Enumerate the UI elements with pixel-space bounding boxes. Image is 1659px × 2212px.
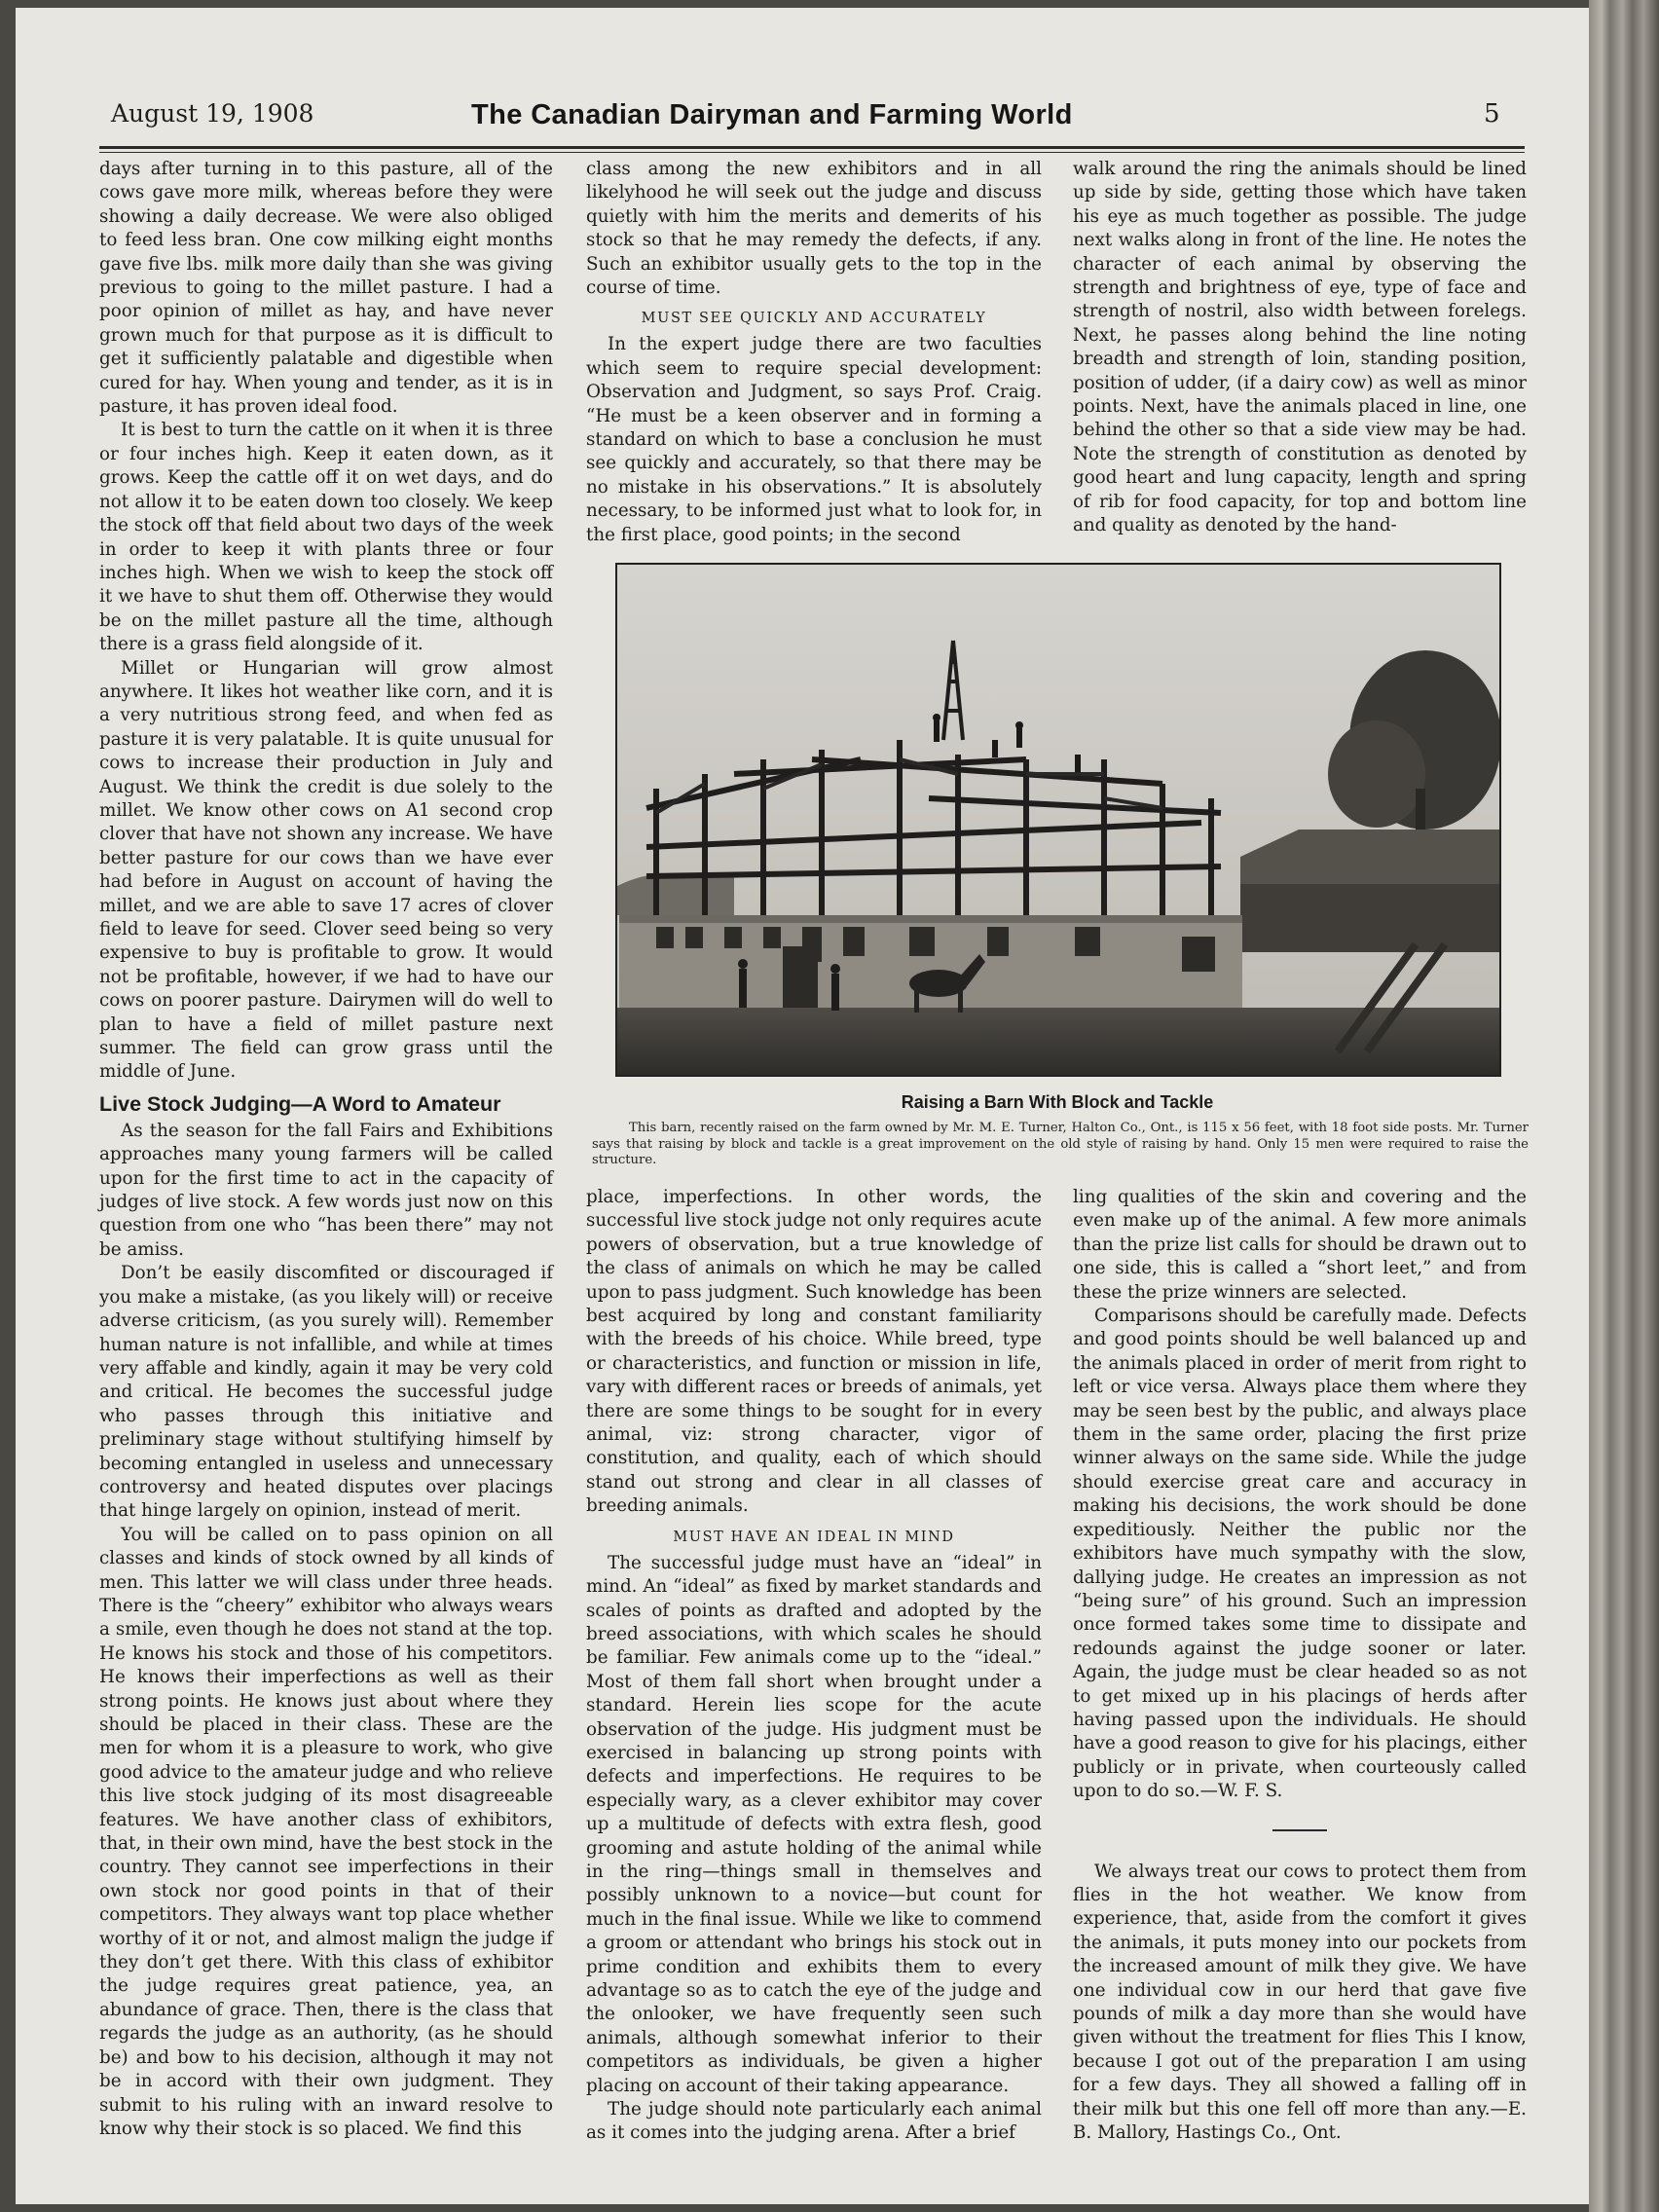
subheading: MUST SEE QUICKLY AND ACCURATELY: [641, 311, 987, 327]
millet-paragraph: days after turning in to this pasture, all of the cows gave more milk, whereas before they were showing a daily decrease. We were also obliged to feed less bran. One cow milking eight months gave five lbs. milk more daily than she was giving previous to going to the millet pasture. I had a poor opinion of millet as hay, and have never grown much for that purpose as it is difficult to get it sufficiently palatable and digestible when cured for hay. When young and tender, as it is in pasture, it has proven ideal food.: [99, 159, 553, 418]
column-1: [99, 158, 553, 2141]
judging-paragraph: As the season for the fall Fairs and Exhibitions approaches many young farmers will be called upon for the first time to act in the capacity of judges of live stock. A few words just now on this question from one who “has been there” may not be amiss.: [99, 1120, 553, 1260]
photo-title: Raising a Barn With Block and Tackle: [901, 1092, 1214, 1112]
photo-caption: This barn, recently raised on the farm owned by Mr. M. E. Turner, Halton Co., Ont., is 115 x 56 feet, with 18 foot side posts. Mr. Turner says that raising by block and tackle is a great improvement on the old style of raising by hand. Only 15 men were required to raise the structure.: [592, 1121, 1529, 1168]
page-number: 5: [1484, 99, 1500, 129]
page-date: August 19, 1908: [111, 99, 314, 128]
column-3-bottom: [1073, 1186, 1527, 2145]
judging-paragraph: walk around the ring the animals should be lined up side by side, getting those which have taken his eye as much together as possible. The judge next walks along in front of the line. He notes the character of each animal by observing the strength and brightness of eye, type of face and strength of nostril, also width between forelegs. Next, he passes along behind the line noting breadth and strength of loin, standing position, position of udder, (if a dairy cow) as well as minor points. Next, have the animals placed in line, one behind the other so that a side view may be had. Note the strength of constitution as denoted by good heart and lung capacity, length and spring of rib for food capacity, for top and bottom line and quality as denoted by the hand-: [1073, 159, 1527, 536]
barn-photo: [615, 563, 1501, 1077]
judging-paragraph: class among the new exhibitors and in all likelyhood he will seek out the judge and discuss quietly with him the merits and demerits of his stock so that he may remedy the defects, if any. Such an exhibitor usually gets to the top in the course of time.: [586, 159, 1042, 299]
judging-paragraph: The judge should note particularly each animal as it comes into the judging arena. After a brief: [586, 2099, 1042, 2144]
subheading: MUST HAVE AN IDEAL IN MIND: [673, 1529, 955, 1545]
newspaper-page: [16, 8, 1589, 2204]
header-rule-thin: [99, 152, 1525, 153]
page-edge: [1589, 0, 1659, 2212]
publication-title: The Canadian Dairyman and Farming World: [471, 99, 1073, 130]
column-3-top: [1073, 158, 1527, 538]
fly-treatment-paragraph: We always treat our cows to protect them from flies in the hot weather. We know from experience, that, aside from the comfort it gives the animals, it puts money into our pockets from the increased amount of milk they give. We have one individual cow in our herd that gave five pounds of milk a day more than she would have given without the treatment for flies This I know, because I got out of the preparation I am using for a few days. They all showed a falling off in their milk but this one fell off more than any.—E. B. Mallory, Hastings Co., Ont.: [1073, 1861, 1527, 2144]
millet-paragraph: Millet or Hungarian will grow almost anywhere. It likes hot weather like corn, and it is a very nutritious strong feed, and when fed as pasture it is very palatable. It is quite unusual for cows to increase their production in July and August. We think the credit is due solely to the millet. We know other cows on A1 second crop clover that have not shown any increase. We have better pasture for our cows than we have ever had before in August on account of having the millet, and we are able to save 17 acres of clover field to leave for seed. Clover seed being so very expensive to buy is profitable to grow. It would not be profitable, however, if we had to have our cows on poorer pasture. Dairymen will do well to plan to have a field of millet pasture next summer. The field can grow grass until the middle of June.: [99, 657, 553, 1083]
barn-raising-image: [617, 565, 1499, 1075]
judging-paragraph: You will be called on to pass opinion on all classes and kinds of stock owned by all kinds of men. This latter we will class under three heads. There is the “cheery” exhibitor who always wears a smile, even though he does not stand at the top. He knows his stock and those of his competitors. He knows their imperfections as well as their strong points. He knows just about where they should be placed in their class. These are the men for whom it is a pleasure to work, who give good advice to the amateur judge and who relieve this live stock judging of its most disagreeable features. We have another class of exhibitors, that, in their own mind, have the best stock in the country. They cannot see imperfections in their own stock nor good points in that of their competitors. They always want top place whether worthy of it or not, and almost malign the judge if they don’t get there. With this class of exhibitor the judge requires great patience, yea, an abundance of grace. Then, there is the class that regards the judge as an authority, (as he should be) and bow to his decision, although it may not be in accord with their own judgment. They submit to his ruling with an inward resolve to know why their stock is so placed. We find this: [99, 1524, 553, 2139]
judging-paragraph: place, imperfections. In other words, the successful live stock judge not only requires acute powers of observation, but a true knowledge of the class of animals on which he may be called upon to pass judgment. Such knowledge has been best acquired by long and constant familiarity with the breeds of his choice. While breed, type or characteristics, and function or mission in life, vary with different races or breeds of animals, yet there are some things to be sought for in every animal, viz: strong character, vigor of constitution, and quality, each of which should stand out strong and clear in all classes of breeding animals.: [586, 1187, 1042, 1517]
millet-paragraph: It is best to turn the cattle on it when it is three or four inches high. Keep it eaten down, as it grows. Keep the cattle off it on wet days, and do not allow it to be eaten down too closely. We keep the stock off that field about two days of the week in order to keep it with plants three or four inches high. When we wish to keep the stock off it we have to shut them off. Otherwise they would be on the millet pasture all the time, although there is a grass field alongside of it.: [99, 420, 553, 655]
judging-paragraph: Don’t be easily discomfited or discouraged if you make a mistake, (as you likely will) or receive adverse criticism, (as you surely will). Remember human nature is not infallible, and while at times very affable and kindly, again it may be very cold and critical. He becomes the successful judge who passes through this initiative and preliminary stage without stultifying himself by becoming entangled in useless and unnecessary controversy and heated disputes over placings that hinge largely on opinion, instead of merit.: [99, 1263, 553, 1522]
column-2-top: [586, 158, 1042, 547]
article-headline: Live Stock Judging—A Word to Amateur: [99, 1091, 501, 1116]
column-2-bottom: [586, 1186, 1042, 2146]
header-rule: [99, 146, 1525, 149]
judging-paragraph: ling qualities of the skin and covering and the even make up of the animal. A few more animals than the prize list calls for should be drawn out to one side, this is called a “short leet,” and from these the prize winners are selected.: [1073, 1187, 1527, 1303]
judging-paragraph: In the expert judge there are two faculties which seem to require special development: Observation and Judgment, so says Prof. Craig. “He must be a keen observer and in forming a standard on which to base a conclusion he must see quickly and accurately, so that there may be no mistake in his observations.” It is absolutely necessary, to be informed just what to look for, in the first place, good points; in the second: [586, 334, 1042, 545]
judging-paragraph: Comparisons should be carefully made. Defects and good points should be well balanced up and the animals placed in order of merit from right to left or vice versa. Always place them where they may be seen best by the public, and always place them in the same order, placing the first prize winner always on the same side. While the judge should exercise great care and accuracy in making his decisions, the work should be done expeditiously. Neither the public nor the exhibitors have much sympathy with the slow, dallying judge. He creates an impression as not “being sure” of his ground. Such an impression once formed takes some time to dissipate and redounds against the judge sooner or later. Again, the judge must be clear headed so as not to get mixed up in his placings of herds after having passed upon the individuals. He should have a good reason to give for his placings, either publicly or in private, when courteously called upon to do so.—W. F. S.: [1073, 1306, 1527, 1802]
judging-paragraph: The successful judge must have an “ideal” in mind. An “ideal” as fixed by market standards and scales of points as drafted and adopted by the breed associations, with which scales he should be familiar. Few animals come up to the “ideal.” Most of them fall short when brought under a standard. Herein lies scope for the acute observation of the judge. His judgment must be exercised in balancing up strong points with defects and imperfections. He requires to be especially wary, as a clever exhibitor may cover up a multitude of defects with extra flesh, good grooming and astute holding of the animal while in the ring—things small in themselves and possibly unknown to a novice—but count for much in the final issue. While we like to commend a groom or attendant who brings his stock out in prime condition and exhibits them to every advantage so as to catch the eye of the judge and the onlooker, we have frequently seen such animals, although somewhat inferior to their competitors as individuals, be given a higher placing on account of their taking appearance.: [586, 1552, 1042, 2096]
section-divider: [1272, 1829, 1327, 1831]
